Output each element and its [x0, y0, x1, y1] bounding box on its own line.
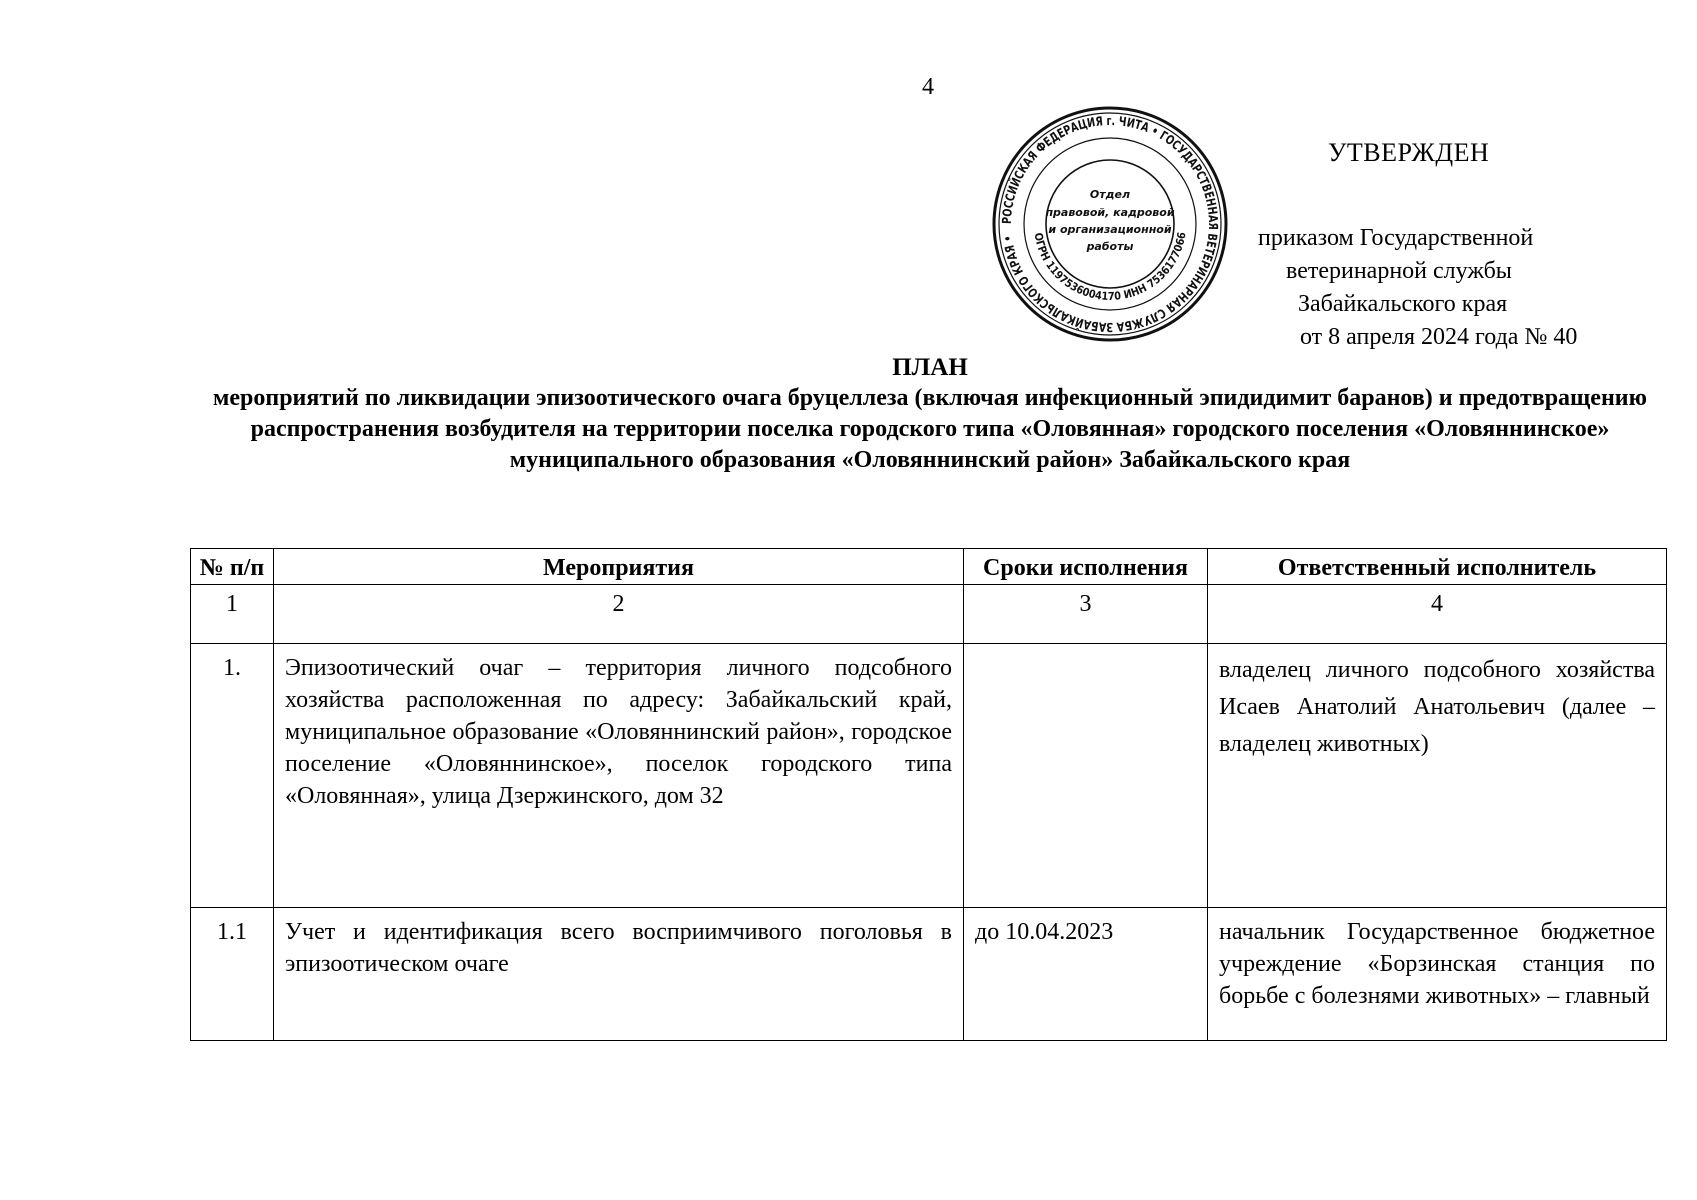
plan-heading [190, 352, 1670, 476]
approval-title: УТВЕРЖДЕН [1328, 138, 1490, 167]
row-activity: Эпизоотический очаг – территория личного подсобного хозяйства расположенная по адресу: Забайкальский край, муниципальное образование «Оловяннинский район», городское поселение «Оловяннинское», поселок городского типа «Оловянная», улица Дзержинского, дом 32 [274, 644, 964, 908]
plan-title: ПЛАН [892, 354, 968, 381]
plan-table [190, 548, 1667, 1041]
plan-subtitle: мероприятий по ликвидации эпизоотического очага бруцеллеза (включая инфекционный эпидидимит баранов) и предотвращению распространения возбудителя на территории поселка городского типа «Оловянная» городского поселения «Оловяннинское» муниципального образования «Оловяннинский район» Забайкальского края [213, 385, 1647, 473]
stamp-center-line: работы [1086, 240, 1134, 253]
row-deadline [964, 644, 1208, 908]
stamp-inner-ring-text: ОГРН 1197536004170 ИНН 7536177066 [1031, 230, 1189, 304]
column-number: 1 [191, 585, 274, 644]
stamp-center-line: и организационной [1048, 223, 1172, 236]
table-row [191, 908, 1667, 1041]
approval-line: ветеринарной службы [1286, 258, 1512, 284]
row-deadline: до 10.04.2023 [964, 908, 1208, 1041]
header-number: № п/п [191, 549, 274, 585]
header-activity: Мероприятия [274, 549, 964, 585]
row-activity: Учет и идентификация всего восприимчивого поголовья в эпизоотическом очаге [274, 908, 964, 1041]
table-row [191, 644, 1667, 908]
row-number: 1.1 [191, 908, 274, 1041]
official-stamp [990, 104, 1230, 344]
row-number: 1. [191, 644, 274, 908]
table-header-row [191, 549, 1667, 585]
column-number: 4 [1208, 585, 1667, 644]
header-deadline: Сроки исполнения [964, 549, 1208, 585]
column-number: 2 [274, 585, 964, 644]
approval-line: приказом Государственной [1258, 225, 1534, 251]
approval-date: от 8 апреля 2024 года № 40 [1300, 324, 1578, 350]
row-executor: владелец личного подсобного хозяйства Исаев Анатолий Анатольевич (далее – владелец животных) [1208, 644, 1667, 908]
page-number: 4 [922, 74, 934, 100]
stamp-center-line: правовой, кадровой [1045, 206, 1175, 219]
row-executor: начальник Государственное бюджетное учреждение «Борзинская станция по борьбе с болезнями животных» – главный [1208, 908, 1667, 1041]
stamp-outer-ring-text: РОССИЙСКАЯ ФЕДЕРАЦИЯ г. ЧИТА • ГОСУДАРСТВЕННАЯ ВЕТЕРИНАРНАЯ СЛУЖБА ЗАБАЙКАЛЬСКОГО КРАЯ • [998, 112, 1222, 336]
column-number: 3 [964, 585, 1208, 644]
header-executor: Ответственный исполнитель [1208, 549, 1667, 585]
approval-line: Забайкальского края [1298, 291, 1508, 317]
stamp-center-line: Отдел [1089, 188, 1131, 201]
column-number-row [191, 585, 1667, 644]
